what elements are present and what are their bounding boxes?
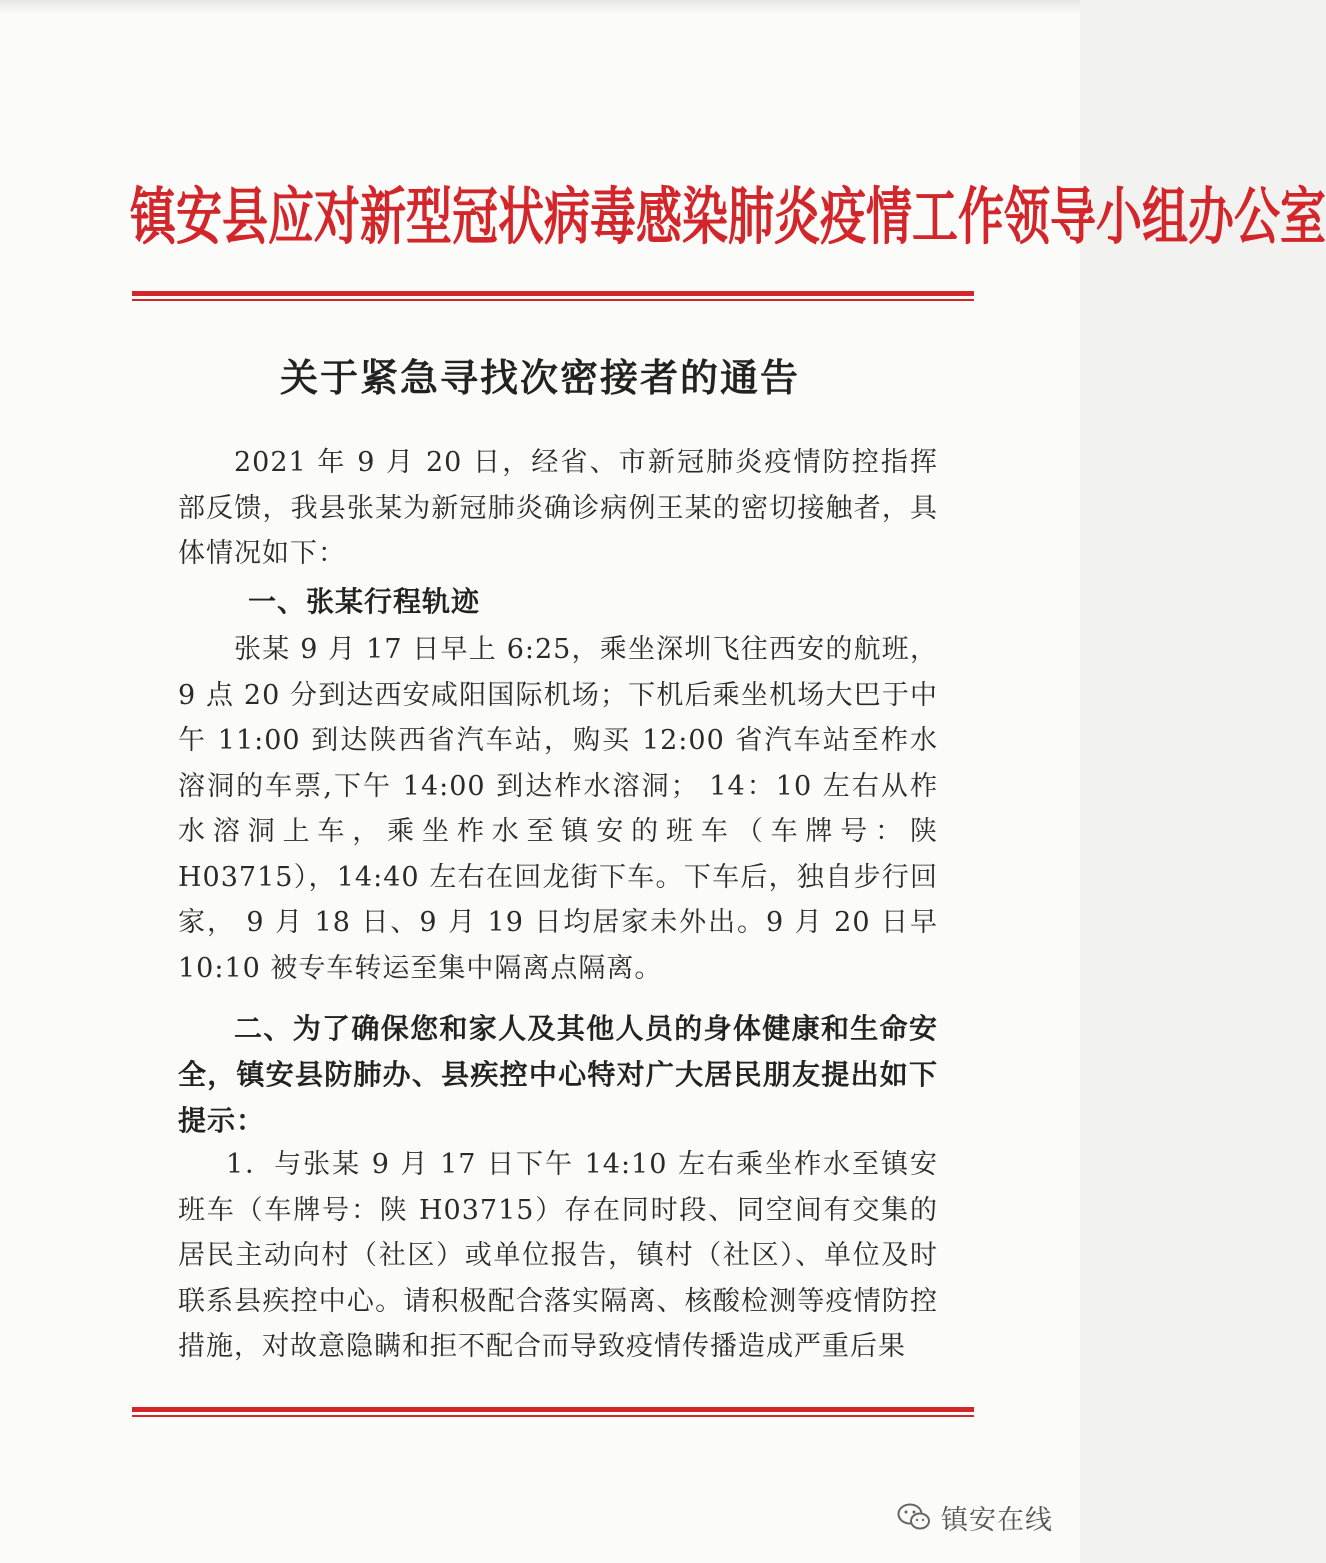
wechat-account-watermark bbox=[897, 1490, 1053, 1544]
intro-paragraph: 2021 年 9 月 20 日，经省、市新冠肺炎疫情防控指挥部反馈，我县张某为新冠肺炎确诊病例王某的密切接触者，具体情况如下： bbox=[178, 447, 938, 569]
wechat-icon bbox=[897, 1502, 931, 1532]
issuing-office-header: 镇安县应对新型冠状病毒感染肺炎疫情工作领导小组办公室 bbox=[130, 180, 1326, 254]
header-divider-thick-line bbox=[132, 291, 974, 296]
header-divider bbox=[132, 291, 974, 301]
intro-paragraph-block bbox=[178, 440, 938, 577]
footer-divider bbox=[132, 1407, 974, 1417]
item1-paragraph-block bbox=[178, 1142, 938, 1370]
notice-title: 关于紧急寻找次密接者的通告 bbox=[279, 355, 800, 400]
page-top-edge bbox=[0, 0, 1080, 14]
section2-heading: 二、为了确保您和家人及其他人员的身体健康和生命安全，镇安县防肺办、县疾控中心特对广大居民朋友提出如下提示： bbox=[178, 1012, 938, 1137]
section1-paragraph-block bbox=[178, 627, 938, 991]
header-divider-thin-line bbox=[132, 299, 974, 301]
watermark-account-name: 镇安在线 bbox=[941, 1504, 1053, 1536]
section1-paragraph: 张某 9 月 17 日早上 6:25，乘坐深圳飞往西安的航班，9 点 20 分到达西安咸阳国际机场；下机后乘坐机场大巴于中午 11:00 到达陕西省汽车站，购买 12:00 省汽车站至柞水溶洞的车票,下午 14:00 到达柞水溶洞； 14：10 左右从柞水溶洞上车，乘坐柞水至镇安的班车（车牌号：陕 H03715），14:40 左右在回龙街下车。下车后，独自步行回家， 9 月 18 日、9 月 19 日均居家未外出。9 月 20 日早 10:10 被专车转运至集中隔离点隔离。 bbox=[178, 634, 938, 984]
footer-divider-thick-line bbox=[132, 1407, 974, 1412]
section1-heading: 一、张某行程轨迹 bbox=[248, 585, 481, 618]
item1-paragraph: 1．与张某 9 月 17 日下午 14:10 左右乘坐柞水至镇安班车（车牌号：陕 H03715）存在同时段、同空间有交集的居民主动向村（社区）或单位报告，镇村（社区）、单位及时联系县疾控中心。请积极配合落实隔离、核酸检测等疫情防控措施，对故意隐瞒和拒不配合而导致疫情传播造成严重后果 bbox=[178, 1149, 938, 1362]
footer-divider-thin-line bbox=[132, 1415, 974, 1417]
